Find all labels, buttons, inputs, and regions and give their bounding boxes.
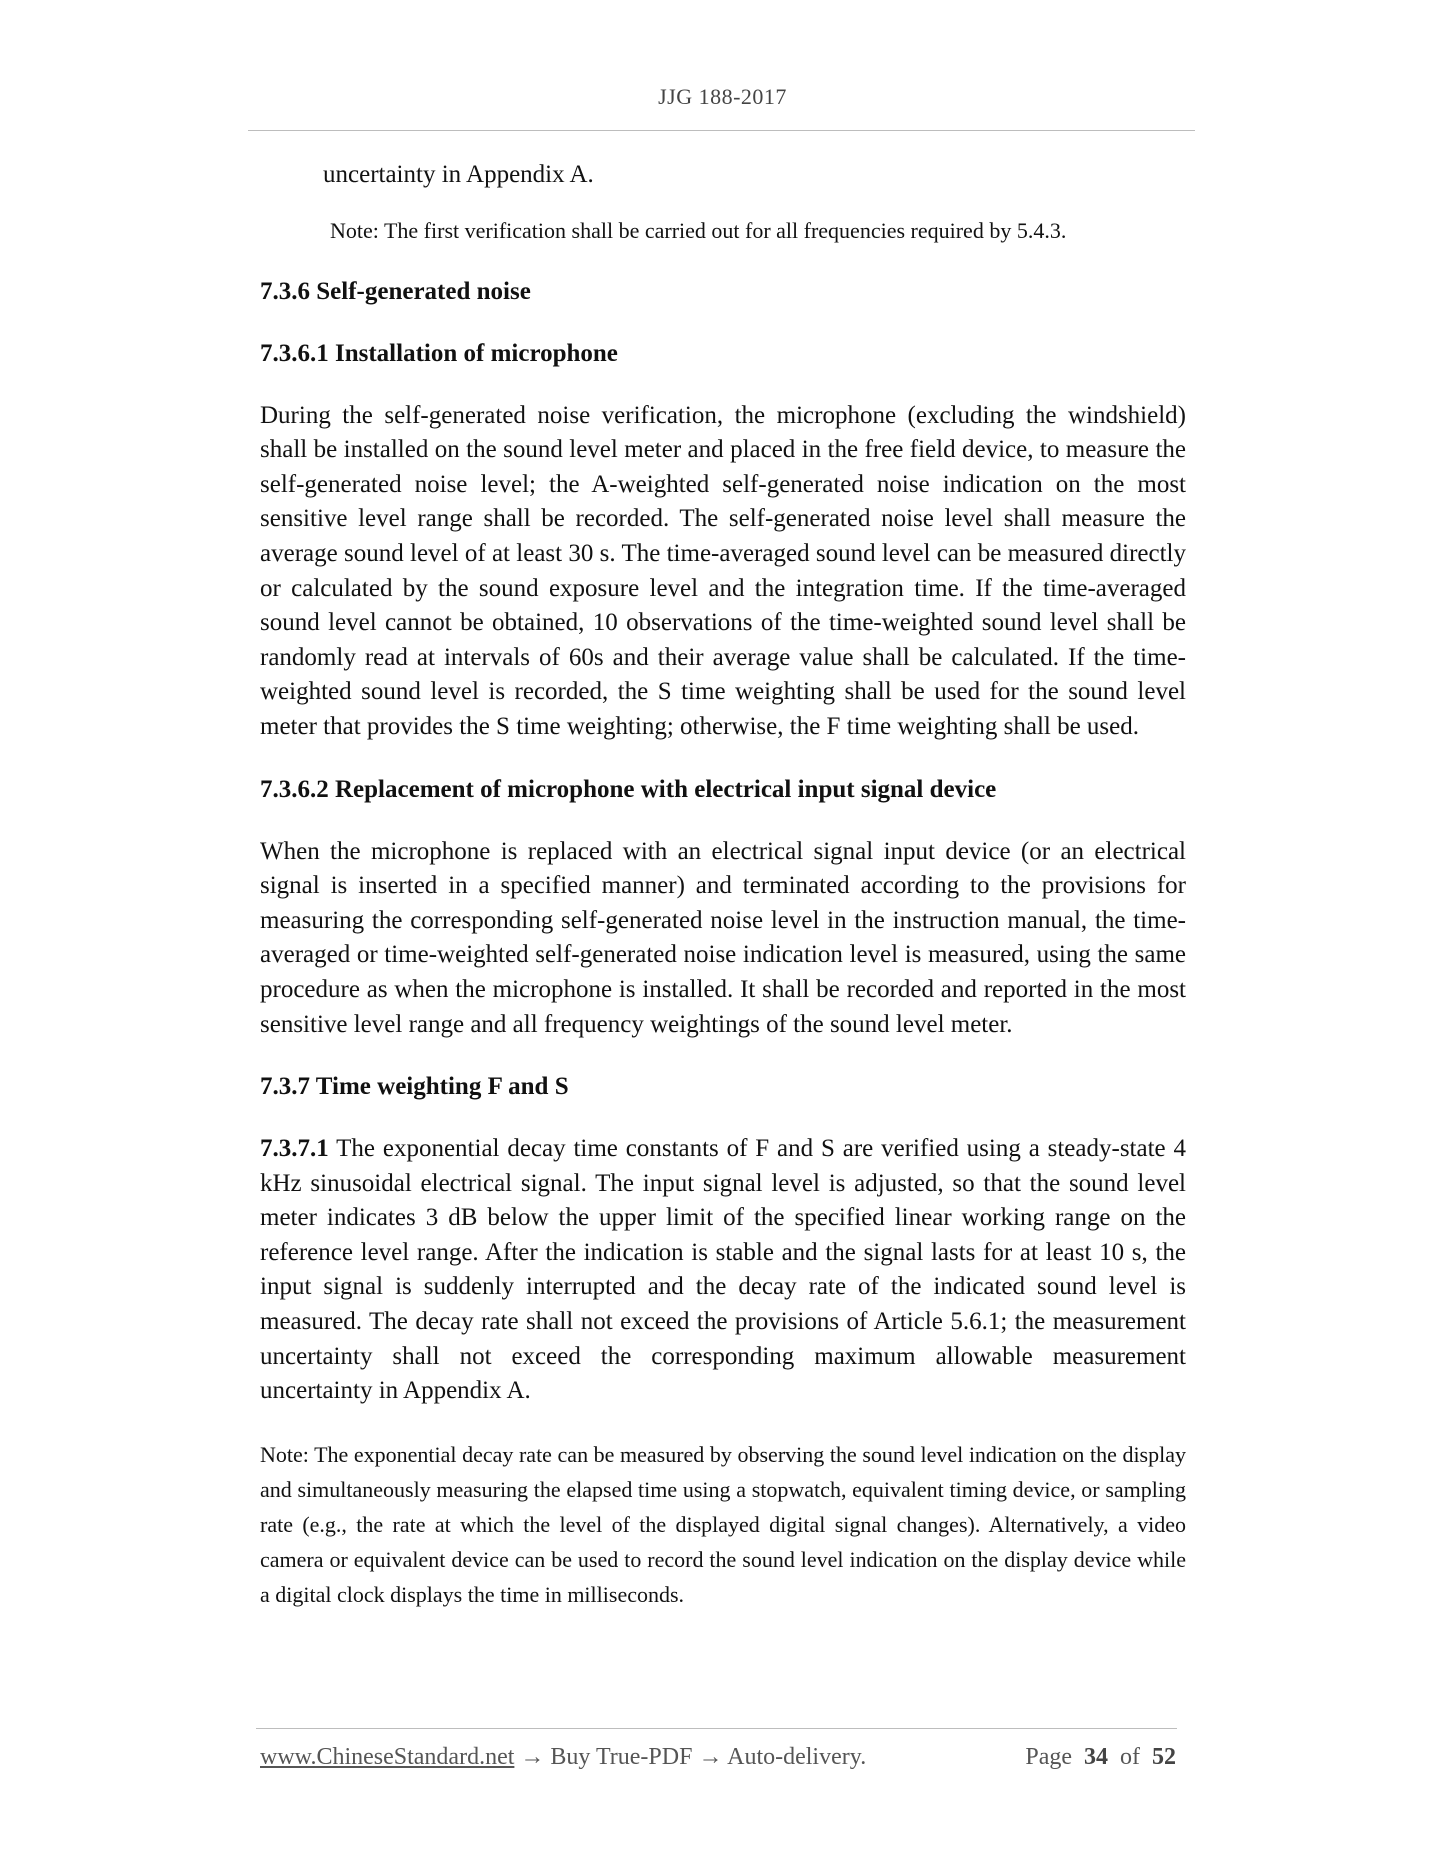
heading-7-3-7: 7.3.7 Time weighting F and S: [260, 1073, 569, 1101]
heading-7-3-6-2: 7.3.6.2 Replacement of microphone with electrical input signal device: [260, 775, 997, 803]
page-total: 52: [1152, 1744, 1176, 1770]
clause-number: 7.3.7.1: [260, 1135, 329, 1163]
paragraph-7-3-6-1: During the self-generated noise verification, the microphone (excluding the windshield) shall be installed on the sound level meter and placed in the free field device, to measure the self-generated noise level; the A-weighted self-generated noise indication on the most sensitive level range shall be recorded. The self-generated noise level shall measure the average sound level of at least 30 s. The time-averaged sound level can be measured directly or calculated by the sound exposure level and the integration time. If the time-averaged sound level cannot be obtained, 10 observations of the time-weighted sound level shall be randomly read at intervals of 60s and their average value shall be calculated. If the time-weighted sound level is recorded, the S time weighting shall be used for the sound level meter that provides the S time weighting; otherwise, the F time weighting shall be used.: [260, 401, 1186, 740]
heading-7-3-6: 7.3.6 Self-generated noise: [260, 277, 531, 305]
heading-7-3-6-1: 7.3.6.1 Installation of microphone: [260, 339, 618, 367]
continuation-text: uncertainty in Appendix A.: [323, 161, 594, 188]
note-first-verification: Note: The first verification shall be carried out for all frequencies required by 5.4.3.: [330, 217, 1067, 243]
paragraph-7-3-7-1: [260, 1132, 1186, 1409]
footer-promo: [260, 1744, 866, 1771]
page-of: of: [1120, 1744, 1140, 1770]
clause-text: The exponential decay time constants of F and S are verified using a steady-state 4 kHz sinusoidal electrical signal. The input signal level is adjusted, so that the sound level meter indicates 3 dB below the upper limit of the specified linear working range on the reference level range. After the indication is stable and the signal lasts for at least 10 s, the input signal is suddenly interrupted and the decay rate of the indicated sound level is measured. The decay rate shall not exceed the provisions of Article 5.6.1; the measurement uncertainty shall not exceed the corresponding maximum allowable measurement uncertainty in Appendix A.: [260, 1135, 1186, 1405]
page-label: Page: [1025, 1744, 1072, 1770]
promo-text: → Buy True-PDF → Auto-delivery.: [514, 1744, 867, 1770]
header-divider: [248, 130, 1195, 131]
note-decay-rate: Note: The exponential decay rate can be measured by observing the sound level indication on the display and simultaneously measuring the elapsed time using a stopwatch, equivalent timing device, or sampling rate (e.g., the rate at which the level of the displayed digital signal changes). Alternatively, a video camera or equivalent device can be used to record the sound level indication on the display device while a digital clock displays the time in milliseconds.: [260, 1441, 1186, 1607]
paragraph-7-3-6-2: When the microphone is replaced with an electrical signal input device (or an electrical signal is inserted in a specified manner) and terminated according to the provisions for measuring the corresponding self-generated noise level in the instruction manual, the time-averaged or time-weighted self-generated noise indication level is measured, using the same procedure as when the microphone is installed. It shall be recorded and reported in the most sensitive level range and all frequency weightings of the sound level meter.: [260, 837, 1186, 1038]
page-content: [260, 158, 1186, 1612]
page-current: 34: [1084, 1744, 1108, 1770]
page-header: JJG 188-2017: [658, 84, 787, 109]
website-link[interactable]: www.ChineseStandard.net: [260, 1744, 515, 1770]
page-indicator: [1025, 1744, 1176, 1771]
footer-divider: [256, 1728, 1177, 1729]
